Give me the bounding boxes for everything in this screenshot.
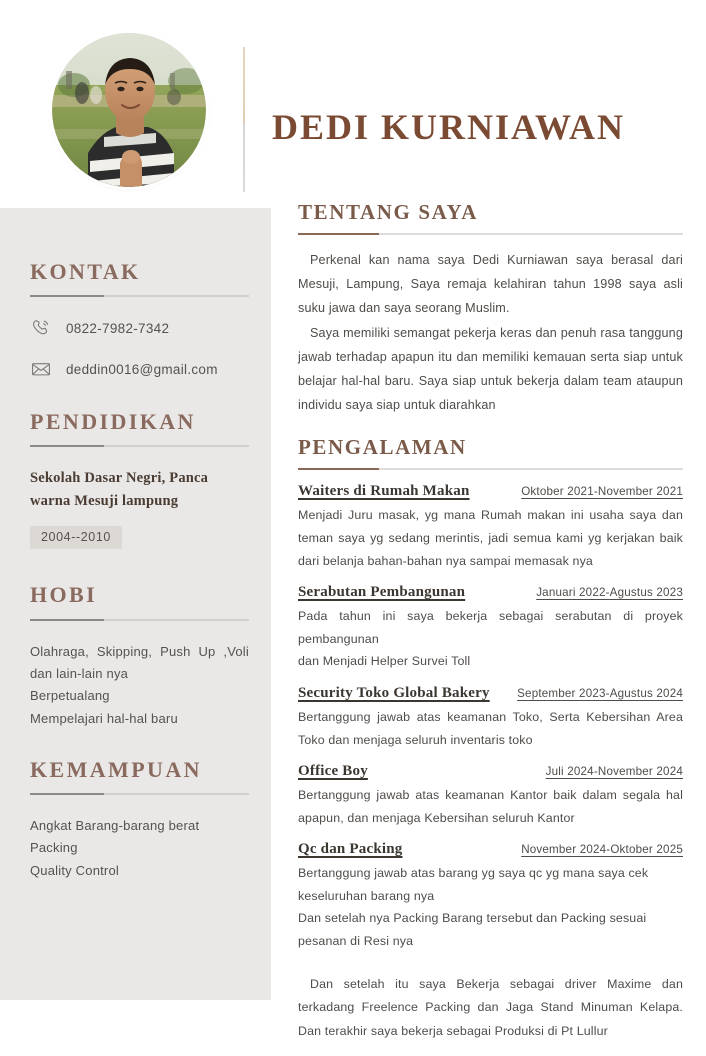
- skills-list: [30, 815, 249, 882]
- about-heading: TENTANG SAYA: [298, 200, 479, 224]
- hobby-section: [30, 583, 249, 730]
- experience-divider: [298, 468, 683, 470]
- hobby-heading: HOBI: [30, 582, 98, 608]
- skills-divider: [30, 793, 249, 795]
- experience-entry: [298, 841, 683, 952]
- list-item: Mempelajari hal-hal baru: [30, 710, 178, 726]
- contact-heading: KONTAK: [30, 259, 141, 284]
- main-content: [298, 200, 683, 1056]
- experience-entry-header: [298, 685, 683, 702]
- experience-date: September 2023-Agustus 2024: [517, 686, 683, 700]
- sidebar: [0, 208, 271, 1000]
- skills-heading: KEMAMPUAN: [30, 756, 202, 782]
- avatar-photo: [52, 33, 206, 187]
- experience-date: November 2024-Oktober 2025: [521, 843, 683, 857]
- experience-heading: PENGALAMAN: [298, 435, 467, 460]
- experience-date: Juli 2024-November 2024: [545, 765, 683, 779]
- experience-description: Bertanggung jawab atas barang yg saya qc yg mana saya cek keseluruhan barang nya: [298, 866, 649, 903]
- contact-email-row[interactable]: [30, 358, 249, 380]
- education-school: Sekolah Dasar Negri, Panca warna Mesuji lampung: [30, 470, 209, 509]
- about-paragraph: Saya memiliki semangat pekerja keras dan penuh rasa tanggung jawab terhadap apapun itu dan memiliki kemauan serta siap untuk belajar hal-hal baru. Saya siap untuk bekerja dalam team ataupun individu saya siap untuk diarahkan: [298, 325, 683, 413]
- experience-date: Oktober 2021-November 2021: [521, 485, 683, 499]
- page-title: DEDI KURNIAWAN: [272, 107, 626, 148]
- hobby-list: [30, 641, 249, 730]
- experience-entry-header: [298, 483, 683, 500]
- experience-description: Bertanggung jawab atas keamanan Toko, Serta Kebersihan Area Toko dan menjaga seluruh inventaris toko: [298, 709, 683, 747]
- education-divider: [30, 445, 249, 447]
- education-date-badge: 2004--2010: [30, 526, 122, 549]
- experience-date: Januari 2022-Agustus 2023: [536, 586, 683, 600]
- experience-description-2: dan Menjadi Helper Survei Toll: [298, 654, 471, 669]
- experience-entry: [298, 763, 683, 829]
- experience-description: Pada tahun ini saya bekerja sebagai serabutan di proyek pembangunan: [298, 609, 683, 646]
- sidebar-content: [0, 208, 271, 882]
- experience-entry-header: [298, 584, 683, 601]
- contact-phone-row[interactable]: [30, 317, 249, 339]
- skills-section: [30, 758, 249, 882]
- experience-description: Bertanggung jawab atas keamanan Kantor baik dalam segala hal apapun, dan menjaga Kebersihan seluruh Kantor: [298, 788, 683, 825]
- experience-section: [298, 435, 683, 1044]
- phone-icon: [30, 317, 52, 339]
- list-item: Quality Control: [30, 862, 119, 878]
- header-divider: [243, 47, 245, 192]
- header: [0, 0, 706, 208]
- contact-section: [30, 260, 249, 380]
- experience-entry-header: [298, 763, 683, 780]
- experience-description: Menjadi Juru masak, yg mana Rumah makan ini usaha saya dan teman saya yg sedang merintis, jadi semua kami yg kerjakan baik dari belanja bahan-bahan nya sampai memasak nya: [298, 508, 683, 568]
- list-item: Olahraga, Skipping, Push Up ,Voli dan lain-lain nya: [30, 643, 249, 681]
- about-section: [298, 200, 683, 417]
- avatar: [52, 33, 206, 187]
- experience-title: Security Toko Global Bakery: [298, 684, 490, 701]
- experience-title: Waiters di Rumah Makan: [298, 483, 470, 500]
- experience-entry-header: [298, 841, 683, 858]
- experience-entry: [298, 584, 683, 673]
- experience-closing-paragraph: Dan setelah itu saya Bekerja sebagai driver Maxime dan terkadang Freelence Packing dan Jaga Stand Minuman Kelapa. Dan terakhir saya bekerja sebagai Produksi di Pt Lullur: [298, 976, 683, 1039]
- experience-description-2: Dan setelah nya Packing Barang tersebut dan Packing sesuai pesanan di Resi nya: [298, 911, 647, 948]
- phone-value: 0822-7982-7342: [66, 320, 170, 336]
- experience-title: Serabutan Pembangunan: [298, 584, 466, 601]
- experience-title: Qc dan Packing: [298, 841, 403, 858]
- experience-entry: [298, 483, 683, 572]
- list-item: Berpetualang: [30, 688, 110, 704]
- email-value: deddin0016@gmail.com: [66, 361, 218, 377]
- list-item: Packing: [30, 840, 78, 856]
- experience-entry: [298, 685, 683, 751]
- email-icon: [30, 358, 52, 380]
- education-section: [30, 410, 249, 549]
- education-heading: PENDIDIKAN: [30, 409, 196, 435]
- contact-divider: [30, 295, 249, 297]
- hobby-divider: [30, 619, 249, 621]
- list-item: Angkat Barang-barang berat: [30, 818, 200, 834]
- experience-title: Office Boy: [298, 763, 368, 780]
- about-paragraph: Perkenal kan nama saya Dedi Kurniawan saya berasal dari Mesuji, Lampung, Saya remaja kelahiran tahun 1998 saya asli suku jawa dan saya seorang Muslim.: [298, 253, 683, 316]
- about-divider: [298, 233, 683, 235]
